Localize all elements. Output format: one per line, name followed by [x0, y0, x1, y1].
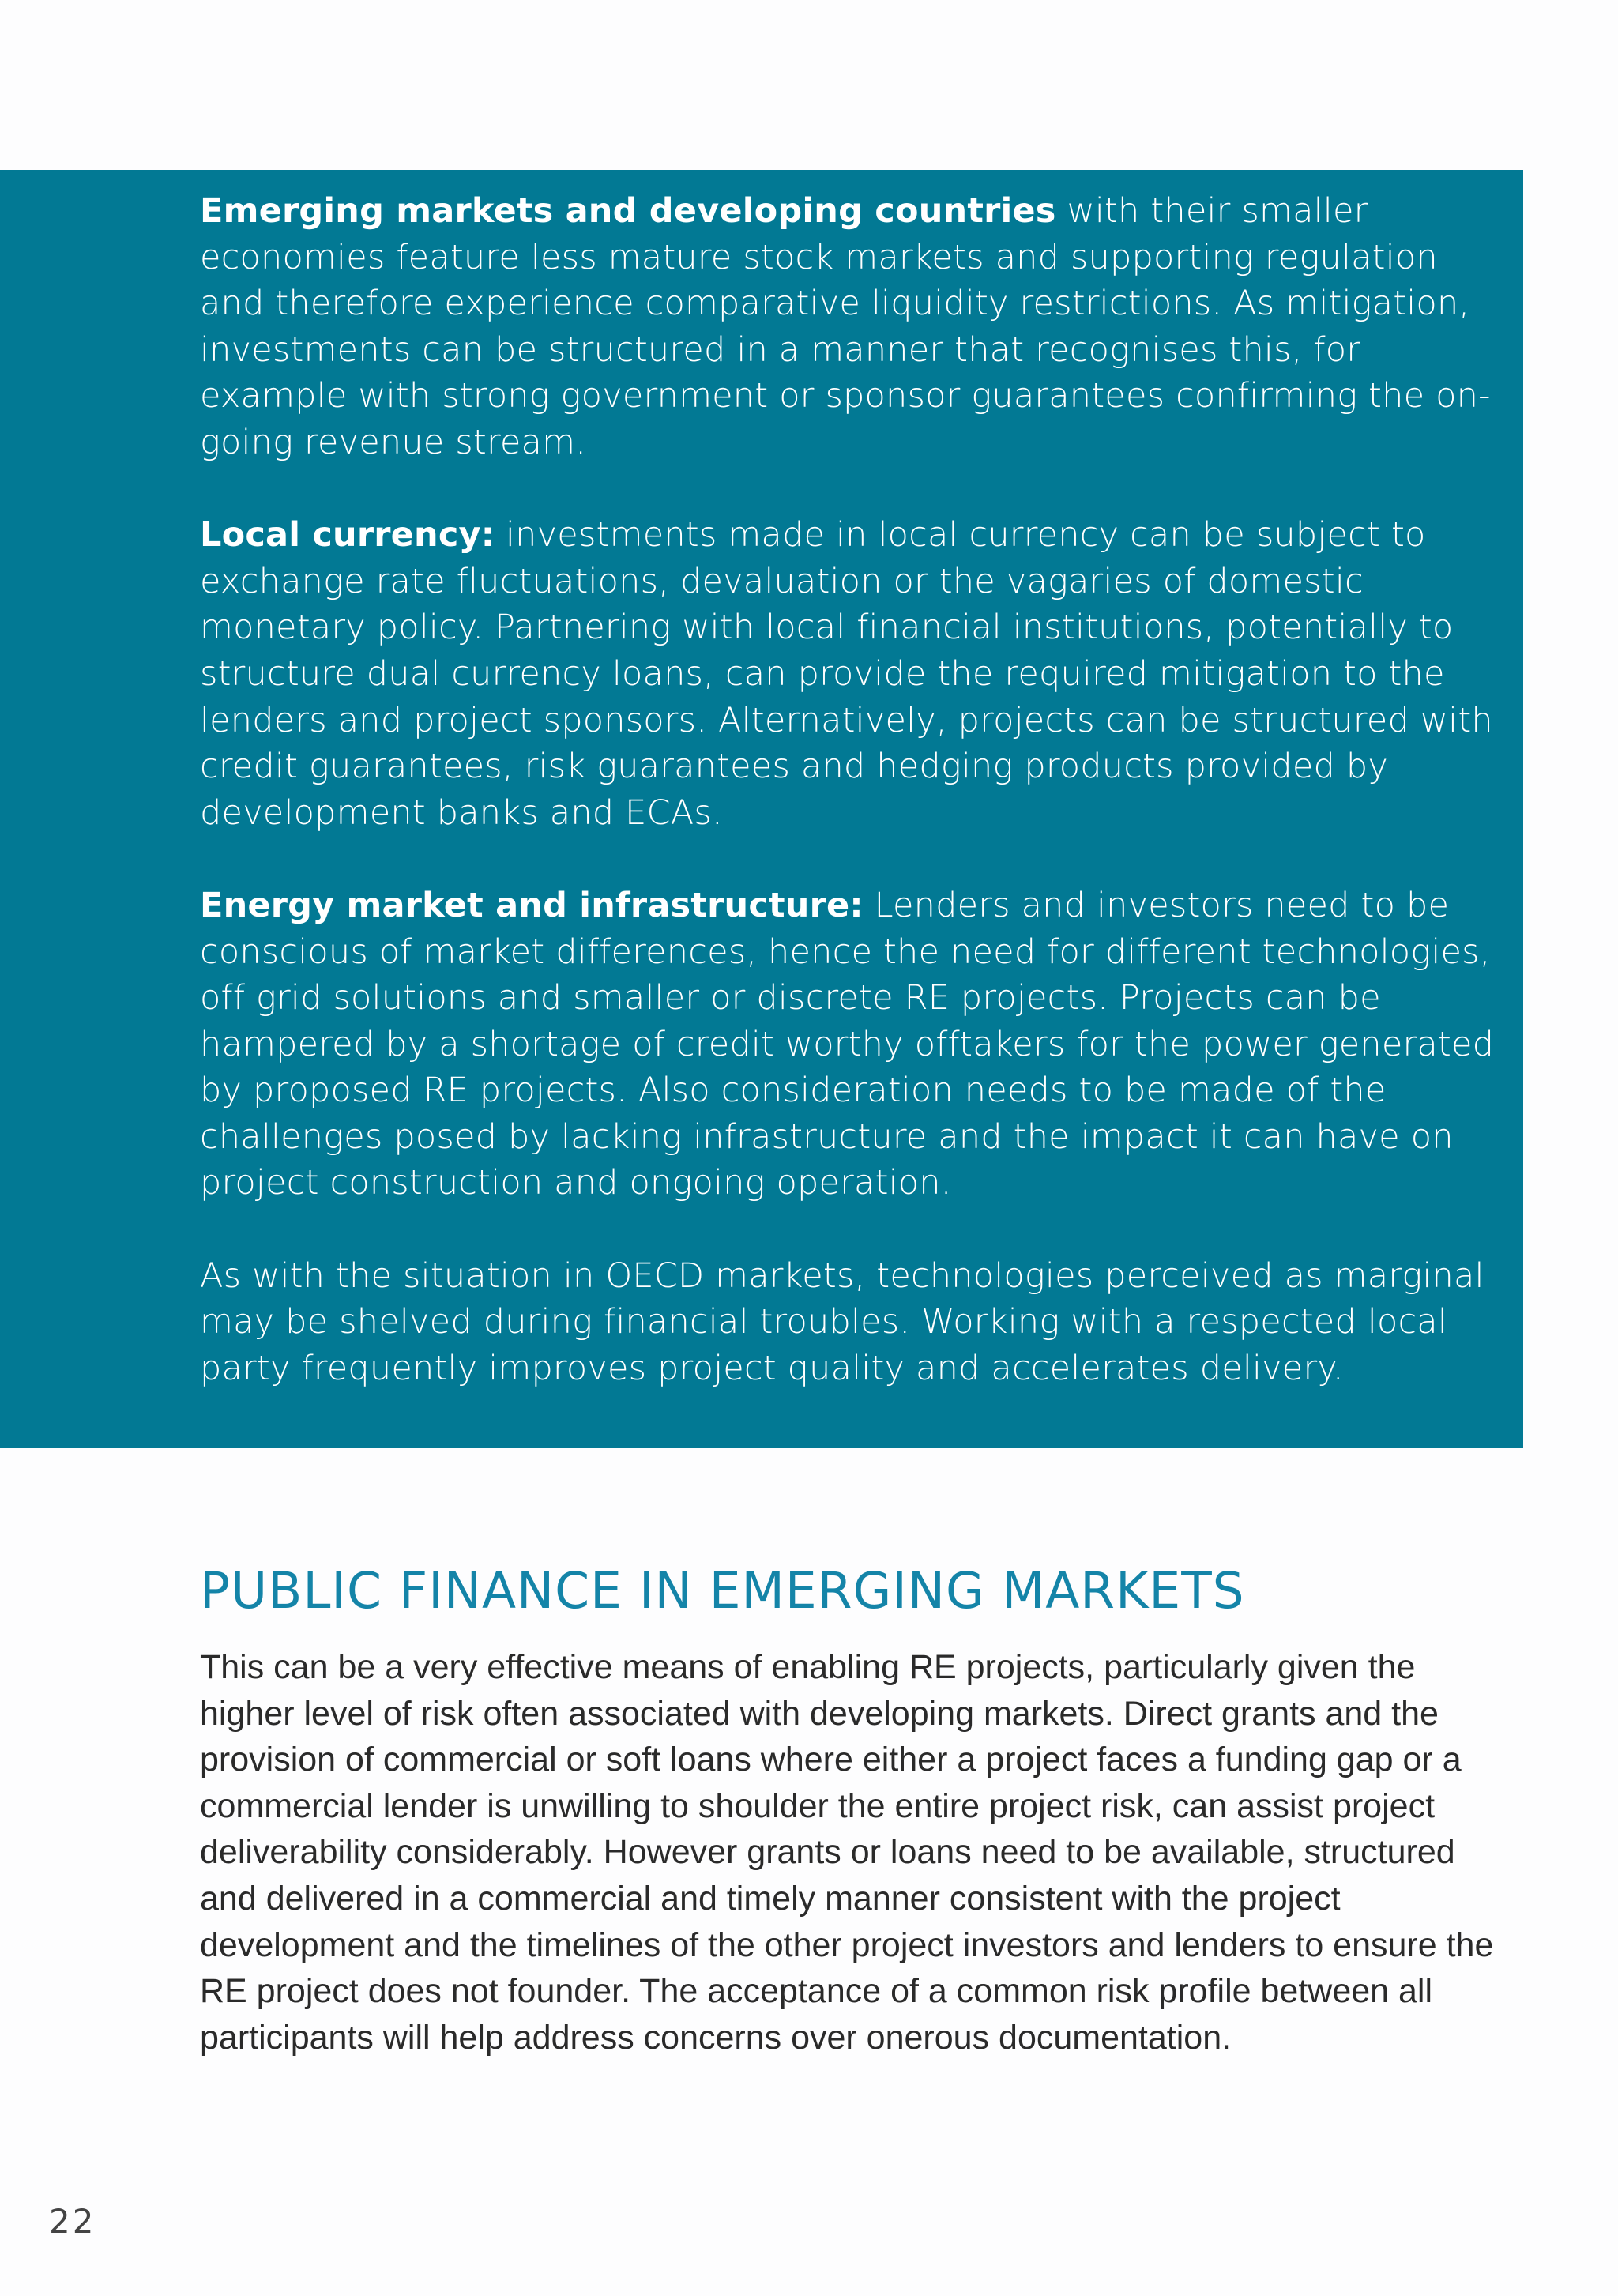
- callout-body-energy-market: Lenders and investors need to be conscious of market differences, hence the need for different technologies, off grid solutions and smaller or discrete RE projects. Projects can be hampered by a shortage of credit worthy offtakers for the power generated by proposed RE projects. Also consideration needs to be made of the challenges posed by lacking infrastructure and the impact it can have on project construction and ongoing operation.: [200, 885, 1495, 1203]
- callout-lead-local-currency: Local currency:: [200, 515, 495, 555]
- callout-body-emerging-markets: with their smaller economies feature less mature stock markets and supporting regulation and therefore experience comparative liquidity restrictions. As mitigation, investments can be structured in a manner that recognises this, for example with strong government or sponsor guarantees confirming the on-going revenue stream.: [200, 191, 1491, 462]
- callout-body-oecd: As with the situation in OECD markets, technologies perceived as marginal may be shelved during financial troubles. Working with a respected local party frequently improves project quality and accelerates delivery.: [200, 1255, 1484, 1388]
- callout-paragraph-local-currency: [200, 512, 1496, 836]
- callout-body-local-currency: investments made in local currency can be subject to exchange rate fluctuations, devaluation or the vagaries of domestic monetary policy. Partnering with local financial institutions, potentially to structure dual currency loans, can provide the required mitigation to the lenders and project sponsors. Alternatively, projects can be structured with credit guarantees, risk guarantees and hedging products provided by development banks and ECAs.: [200, 515, 1493, 833]
- callout-lead-energy-market: Energy market and infrastructure:: [200, 885, 864, 925]
- callout-paragraph-oecd: [200, 1253, 1496, 1392]
- callout-text: [200, 188, 1496, 1391]
- callout-paragraph-emerging-markets: [200, 188, 1496, 466]
- page-number: 22: [49, 2202, 96, 2241]
- section-body-paragraph: This can be a very effective means of enabling RE projects, particularly given the higher level of risk often associated with developing markets. Direct grants and the provision of commercial or soft loans where either a project faces a funding gap or a commercial lender is unwilling to shoulder the entire project risk, can assist project deliverability considerably. However grants or loans need to be available, structured and delivered in a commercial and timely manner consistent with the project development and the timelines of the other project investors and lenders to ensure the RE project does not founder. The acceptance of a common risk profile between all participants will help address concerns over onerous documentation.: [200, 1648, 1494, 2057]
- callout-paragraph-energy-market: [200, 883, 1496, 1206]
- section-heading: PUBLIC FINANCE IN EMERGING MARKETS: [200, 1562, 1245, 1620]
- callout-lead-emerging-markets: Emerging markets and developing countries: [200, 191, 1056, 231]
